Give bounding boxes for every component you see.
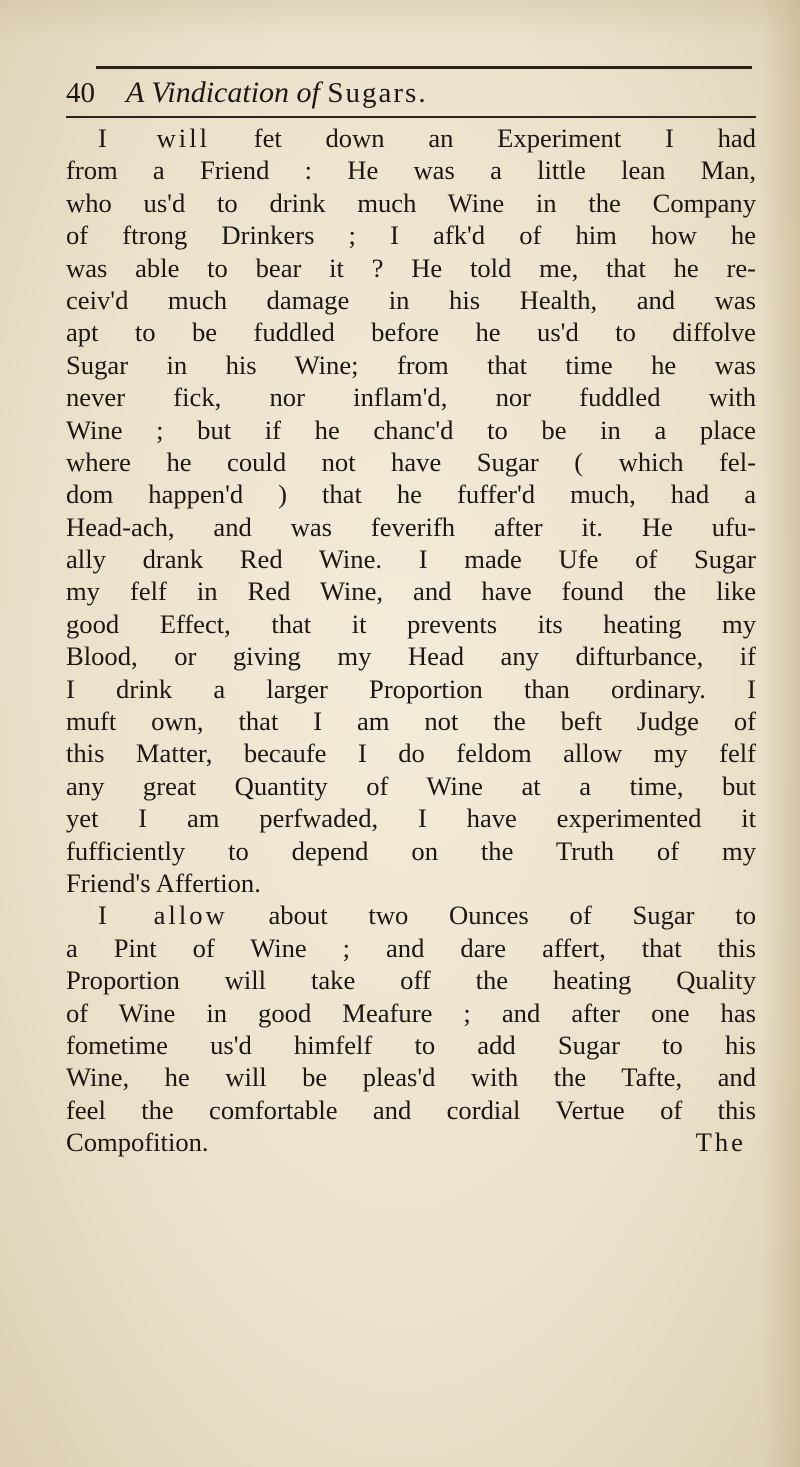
page-number: 40 xyxy=(66,77,95,109)
text-line: of ftrong Drinkers ; I afk'd of him how he xyxy=(66,220,756,251)
line-text: Compofition. xyxy=(66,1127,209,1158)
page-shadow-right xyxy=(762,0,800,1467)
text-line: feel the comfortable and cordial Vertue of this xyxy=(66,1094,756,1125)
text-line: this Matter, becaufe I do feldom allow my felf xyxy=(66,738,756,769)
text-line xyxy=(66,122,756,154)
running-header xyxy=(66,74,766,114)
text-line: apt to be fuddled before he us'd to diffolve xyxy=(66,317,756,348)
text-line: any great Quantity of Wine at a time, but xyxy=(66,770,756,801)
header-top-rule xyxy=(96,66,752,69)
text-line xyxy=(66,1126,756,1158)
text-line: fufficiently to depend on the Truth of my xyxy=(66,835,756,866)
text-line: dom happen'd ) that he fuffer'd much, had a xyxy=(66,479,756,510)
catchword: The xyxy=(695,1127,746,1158)
text-line: my felf in Red Wine, and have found the like xyxy=(66,576,756,607)
body-text xyxy=(66,122,756,1159)
paragraph-lead: I will xyxy=(98,123,210,153)
text-line: from a Friend : He was a little lean Man, xyxy=(66,155,756,186)
text-line xyxy=(66,899,756,931)
header-bottom-rule xyxy=(66,116,756,118)
text-line: Sugar in his Wine; from that time he was xyxy=(66,349,756,380)
page-shadow-top xyxy=(0,0,800,40)
text-line: Wine ; but if he chanc'd to be in a place xyxy=(66,414,756,445)
text-line: Proportion will take off the heating Quality xyxy=(66,965,756,996)
text-line: yet I am perfwaded, I have experimented it xyxy=(66,803,756,834)
text-line: of Wine in good Meafure ; and after one has xyxy=(66,997,756,1028)
text-line: good Effect, that it prevents its heating my xyxy=(66,608,756,639)
text-line: Wine, he will be pleas'd with the Tafte, and xyxy=(66,1062,756,1093)
running-title-caps: Sugars. xyxy=(327,77,428,109)
paragraph-lead: I allow xyxy=(98,900,228,931)
line-text: fet down an Experiment I had xyxy=(253,123,756,153)
running-title-italic: A Vindication of xyxy=(126,76,320,109)
text-line: ceiv'd much damage in his Health, and was xyxy=(66,284,756,315)
text-line: Head-ach, and was feverifh after it. He ufu- xyxy=(66,511,756,542)
text-line: ally drank Red Wine. I made Ufe of Sugar xyxy=(66,544,756,575)
running-title xyxy=(126,74,428,112)
text-line: muft own, that I am not the beft Judge of xyxy=(66,706,756,737)
text-line: a Pint of Wine ; and dare affert, that this xyxy=(66,932,756,963)
text-line: fometime us'd himfelf to add Sugar to his xyxy=(66,1029,756,1060)
text-line: who us'd to drink much Wine in the Company xyxy=(66,187,756,218)
line-text: about two Ounces of Sugar to xyxy=(268,900,756,931)
text-line: Friend's Affertion. xyxy=(66,867,261,898)
text-line: never fick, nor inflam'd, nor fuddled with xyxy=(66,382,756,413)
text-line: I drink a larger Proportion than ordinary. I xyxy=(66,673,756,704)
text-line: Blood, or giving my Head any difturbance, if xyxy=(66,641,756,672)
text-line: was able to bear it ? He told me, that he re- xyxy=(66,252,756,283)
text-line: where he could not have Sugar ( which fel- xyxy=(66,446,756,477)
